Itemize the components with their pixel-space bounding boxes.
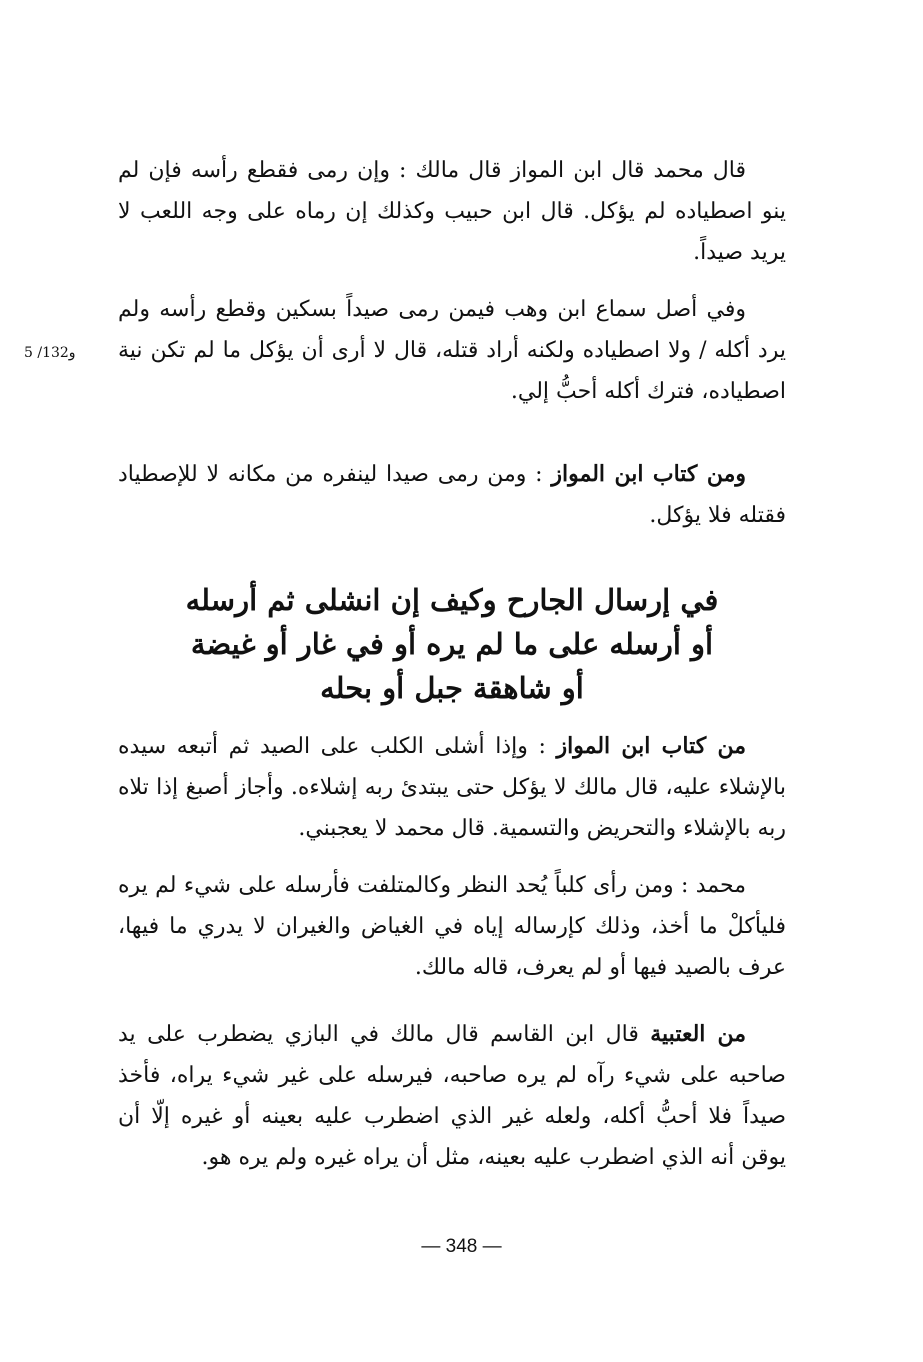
paragraph-6-lead: من العتبية (650, 1021, 746, 1047)
paragraph-4-text: : وإذا أشلى الكلب على الصيد ثم أتبعه سيده بالإشلاء عليه، قال مالك لا يؤكل حتى يبتدئ ربه إشلاءه. وأجاز أصبغ إذا تلاه ربه بالإشلاء والتحريض والتسمية. قال محمد لا يعجبني. (118, 734, 786, 841)
heading-line-3: أو شاهقة جبل أو بحله (320, 671, 584, 705)
page-number: — 348 — (421, 1236, 502, 1257)
paragraph-6-text: قال ابن القاسم قال مالك في البازي يضطرب على يد صاحبه على شيء رآه لم يره صاحبه، فيرسله على غير شيء يراه، فأخذ صيداً فلا أحبُّ أكله، ولعله غير الذي اضطرب عليه بعينه أو غيره إلّا أن يوقن أنه الذي اضطرب عليه بعينه، مثل أن يراه غيره ولم يره هو. (118, 1022, 786, 1170)
paragraph-3 (118, 454, 786, 536)
paragraph-1-text: قال محمد قال ابن المواز قال مالك : وإن رمى فقطع رأسه فإن لم ينو اصطياده لم يؤكل. قال ابن حبيب وكذلك إن رماه على وجه اللعب لا يريد صيداً. (118, 158, 786, 265)
paragraph-1 (118, 150, 786, 273)
paragraph-4-lead: من كتاب ابن المواز (556, 733, 746, 759)
paragraph-3-text: : ومن رمى صيدا لينفره من مكانه لا للإصطياد فقتله فلا يؤكل. (118, 462, 786, 528)
paragraph-5-text: محمد : ومن رأى كلباً يُحد النظر وكالمتلفت فأرسله على شيء لم يره فليأكلْ ما أخذ، وذلك كإرساله إياه في الغياض والغيران لا يدري ما فيها، عرف بالصيد فيها أو لم يعرف، قاله مالك. (118, 873, 786, 980)
paragraph-2 (118, 289, 786, 412)
page-body (118, 150, 786, 1178)
paragraph-2-text: وفي أصل سماع ابن وهب فيمن رمى صيداً بسكين وقطع رأسه ولم يرد أكله / ولا اصطياده ولكنه أراد قتله، قال لا أرى أن يؤكل ما لم تكن نية اصطياده، فترك أكله أحبُّ إلي. (118, 297, 786, 404)
paragraph-4 (118, 726, 786, 849)
heading-line-2: أو أرسله على ما لم يره أو في غار أو غيضة (190, 627, 714, 661)
paragraph-3-lead: ومن كتاب ابن المواز (551, 461, 746, 487)
heading-line-1: في إرسال الجارح وكيف إن انشلى ثم أرسله (185, 583, 719, 617)
paragraph-6 (118, 1014, 786, 1178)
paragraph-5 (118, 865, 786, 988)
section-heading (118, 578, 786, 710)
margin-folio-note: 5 /132و (24, 345, 76, 361)
